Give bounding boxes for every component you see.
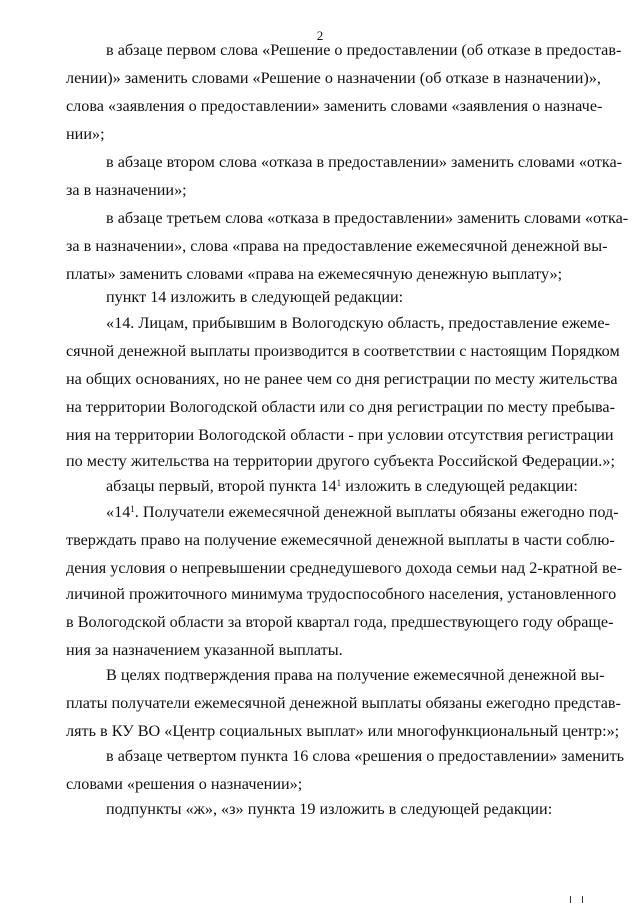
text-line: по месту жительства на территории другого субъекта Российской Федерации.»;: [66, 452, 615, 470]
text-line: словами «решения о назначении»;: [66, 775, 303, 793]
text-segment: изложить в следующей редакции:: [341, 477, 578, 495]
text-line: ния за назначением указанной выплаты.: [66, 641, 343, 659]
text-line: лении)» заменить словами «Решение о назначении (об отказе в назначении)»,: [66, 69, 601, 87]
text-line: пункт 14 изложить в следующей редакции:: [106, 288, 404, 306]
text-segment: . Получатели ежемесячной денежной выплаты обязаны ежегодно под-: [134, 503, 619, 521]
text-line: нии»;: [66, 125, 105, 143]
text-line: в абзаце третьем слова «отказа в предоставлении» заменить словами «отка-: [106, 209, 629, 227]
text-line: [106, 476, 578, 496]
text-segment: абзацы первый, второй пункта 14: [106, 477, 337, 495]
text-line: в Вологодской области за второй квартал года, предшествующего году обраще-: [66, 613, 614, 631]
text-line: личиной прожиточного минимума трудоспособного населения, установленного: [66, 585, 617, 603]
text-line: на территории Вологодской области или со дня регистрации по месту пребыва-: [66, 398, 615, 416]
text-line: за в назначении»;: [66, 181, 187, 199]
text-line: дения условия о непревышении среднедушевого дохода семьи над 2-кратной ве-: [66, 559, 623, 577]
text-line: слова «заявления о предоставлении» заменить словами «заявления о назначе-: [66, 97, 603, 115]
text-line: платы» заменить словами «права на ежемесячную денежную выплату»;: [66, 265, 563, 283]
text-line: за в назначении», слова «права на предоставление ежемесячной денежной вы-: [66, 237, 608, 255]
text-line: платы получатели ежемесячной денежной выплаты обязаны ежегодно представ-: [66, 694, 621, 712]
page-number: 2: [316, 28, 324, 43]
text-line: сячной денежной выплаты производится в соответствии с настоящим Порядком: [66, 342, 620, 360]
superscript: 1: [336, 478, 342, 489]
text-line: [106, 502, 619, 522]
text-line: тверждать право на получение ежемесячной денежной выплаты в части соблю-: [66, 531, 615, 549]
text-line: в абзаце первом слова «Решение о предоставлении (об отказе в предостав-: [106, 41, 622, 59]
superscript: 1: [130, 504, 135, 515]
text-line: в абзаце втором слова «отказа в предоставлении» заменить словами «отка-: [106, 153, 623, 171]
text-line: В целях подтверждения права на получение ежемесячной денежной вы-: [106, 666, 605, 684]
text-line: «14. Лицам, прибывшим в Вологодскую область, предоставление ежеме-: [106, 314, 610, 332]
text-line: в абзаце четвертом пункта 16 слова «решения о предоставлении» заменить: [106, 747, 625, 765]
text-line: ния на территории Вологодской области - при условии отсутствия регистрации: [66, 426, 614, 444]
text-line: лять в КУ ВО «Центр социальных выплат» или многофункциональный центр:»;: [66, 722, 620, 740]
text-line: на общих основаниях, но не ранее чем со дня регистрации по месту жительства: [66, 370, 618, 388]
text-segment: «14: [106, 503, 131, 521]
text-line: подпункты «ж», «з» пункта 19 изложить в следующей редакции:: [106, 800, 553, 818]
scan-marks: [570, 896, 590, 904]
